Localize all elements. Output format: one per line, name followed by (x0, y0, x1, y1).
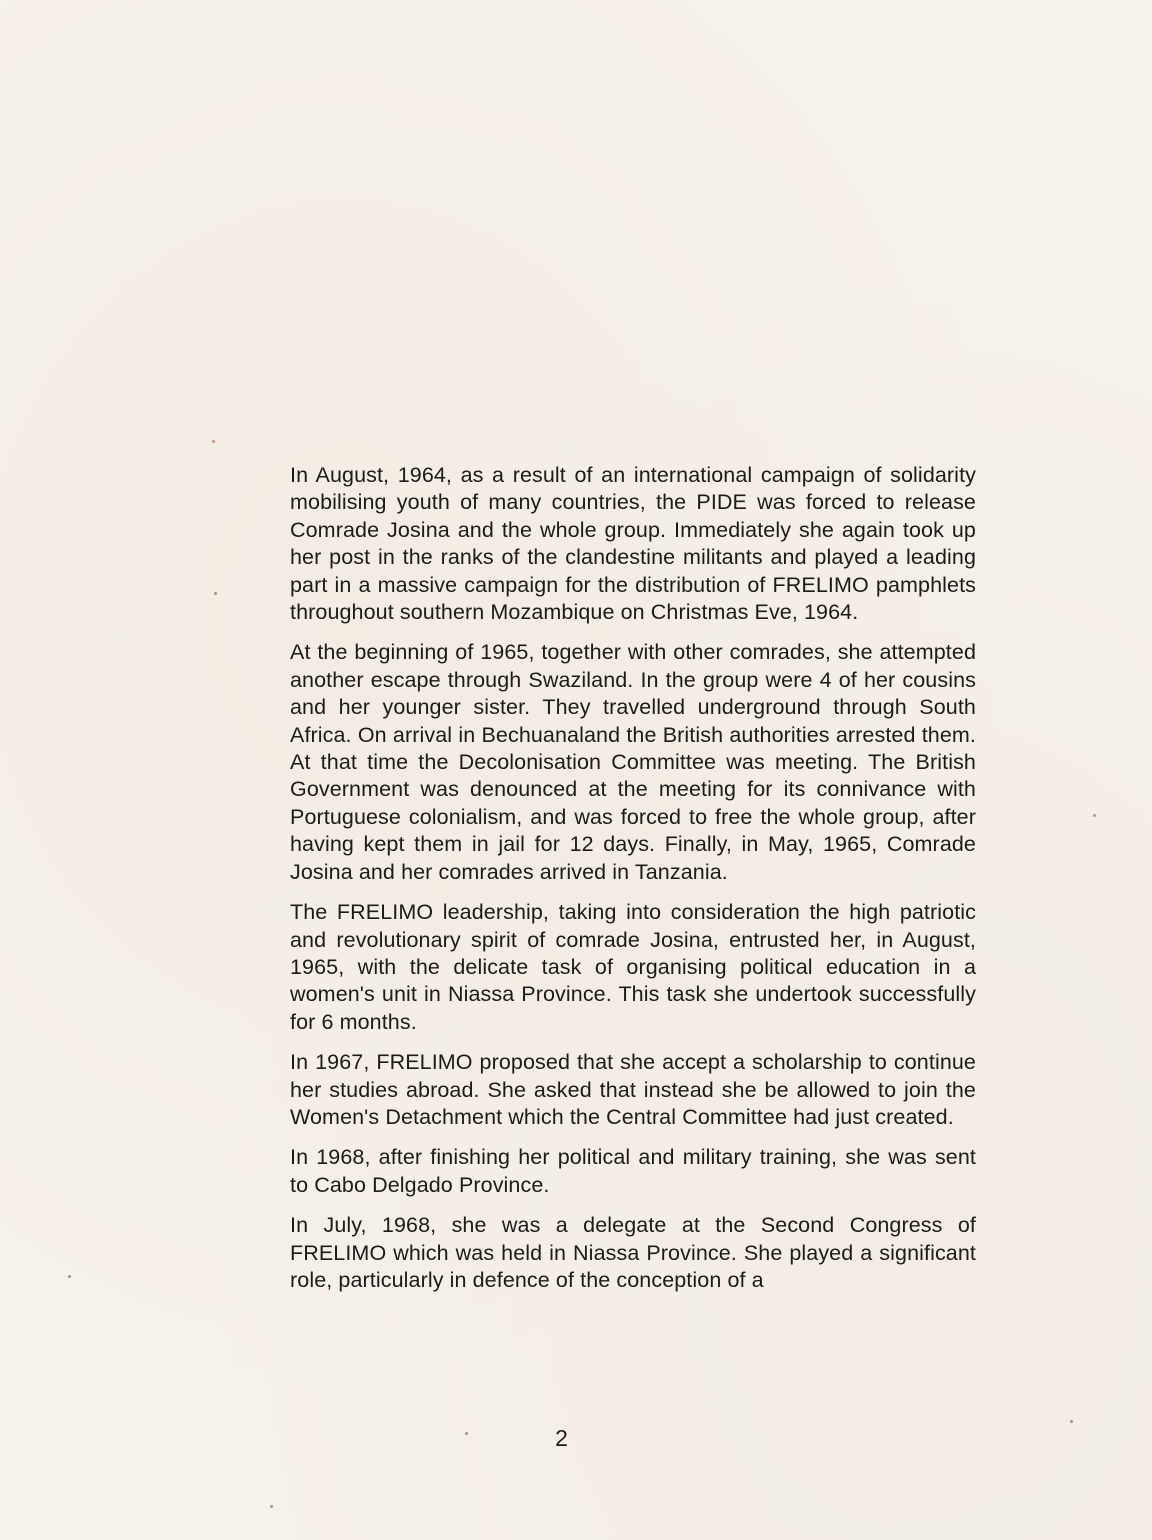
paper-speck (68, 1275, 71, 1278)
paragraph: In 1968, after finishing her political and military training, she was sent to Cabo Delgado Province. (290, 1145, 976, 1197)
paragraph: The FRELIMO leadership, taking into consideration the high patriotic and revolutionary spirit of comrade Josina, entrusted her, in August, 1965, with the delicate task of organising political education in a women's unit in Niassa Province. This task she undertook successfully for 6 months. (290, 900, 976, 1034)
paragraph: At the beginning of 1965, together with other comrades, she attempted another escape through Swaziland. In the group were 4 of her cousins and her younger sister. They travelled underground through South Africa. On arrival in Bechuanaland the British authorities arrested them. At that time the Decolonisation Committee was meeting. The British Government was denounced at the meeting for its connivance with Portuguese colonialism, and was forced to free the whole group, after having kept them in jail for 12 days. Finally, in May, 1965, Comrade Josina and her comrades arrived in Tanzania. (290, 640, 976, 884)
paragraph: In July, 1968, she was a delegate at the Second Congress of FRELIMO which was held in Niassa Province. She played a significant role, particularly in defence of the conception of a (290, 1213, 976, 1292)
paper-speck (1093, 814, 1096, 817)
paper-speck (270, 1505, 273, 1508)
paragraph: In 1967, FRELIMO proposed that she accept a scholarship to continue her studies abroad. She asked that instead she be allowed to join the Women's Detachment which the Central Committee had just created. (290, 1050, 976, 1129)
page-number: 2 (555, 1425, 568, 1451)
paper-speck (212, 440, 215, 443)
paragraph: In August, 1964, as a result of an international campaign of solidarity mobilising youth of many countries, the PIDE was forced to release Comrade Josina and the whole group. Immediately she again took up her post in the ranks of the clandestine militants and played a leading part in a massive campaign for the distribution of FRELIMO pamphlets throughout southern Mozambique on Christmas Eve, 1964. (290, 463, 976, 625)
paper-speck (214, 592, 217, 595)
body-text (290, 462, 976, 1307)
paper-speck (1070, 1420, 1073, 1423)
